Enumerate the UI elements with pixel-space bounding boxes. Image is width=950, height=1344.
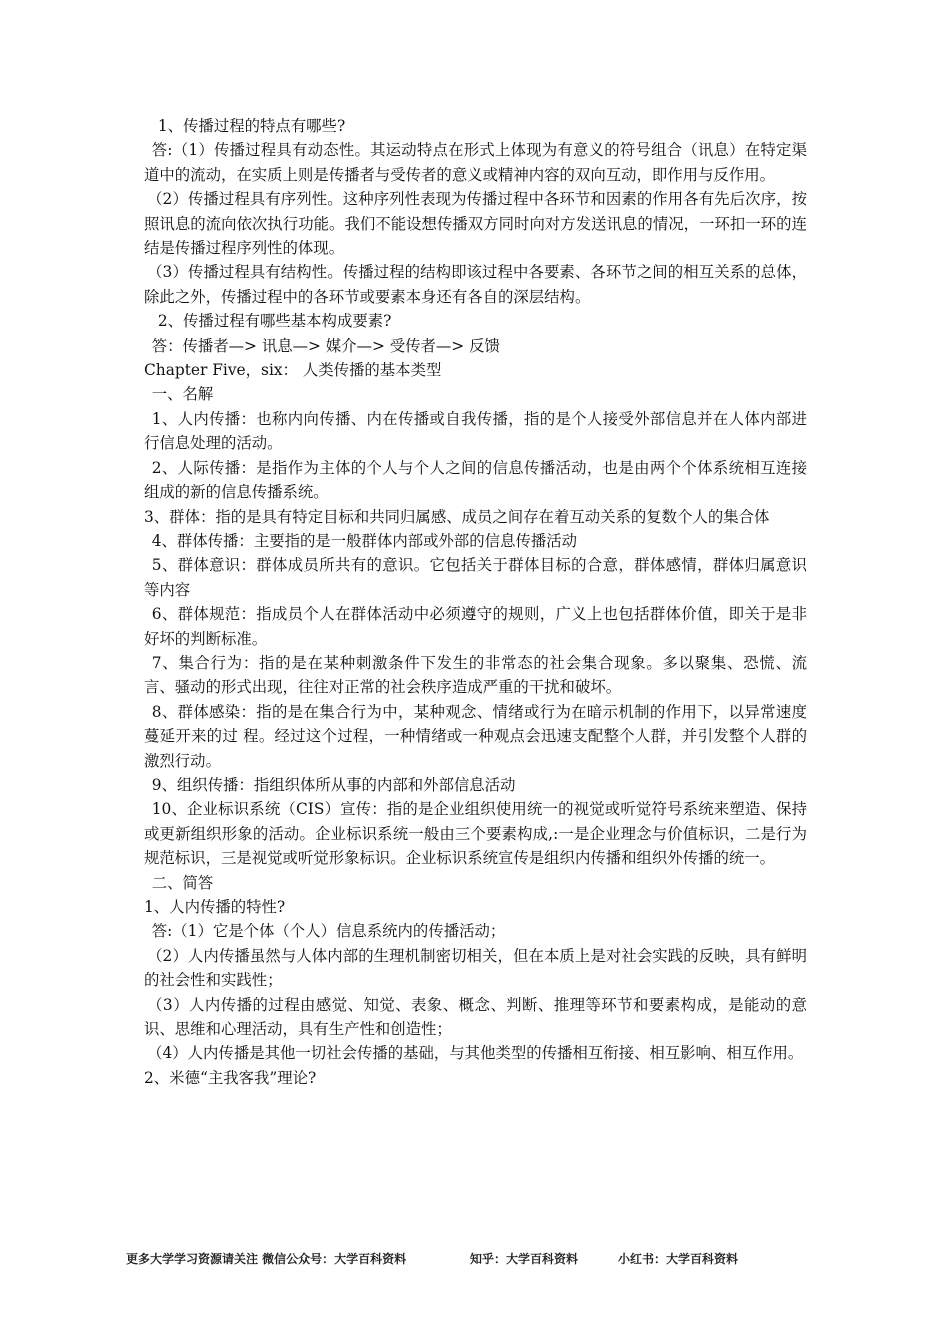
paragraph: 6、群体规范：指成员个人在群体活动中必须遵守的规则，广义上也包括群体价值，即关于是非好坏的判断标准。: [144, 605, 807, 648]
paragraph: （4）人内传播是其他一切社会传播的基础，与其他类型的传播相互衔接、相互影响、相互作用。: [147, 1044, 804, 1063]
paragraph: 3、群体：指的是具有特定目标和共同归属感、成员之间存在着互动关系的复数个人的集合体: [144, 507, 770, 526]
paragraph: 2、米德“主我客我”理论?: [144, 1068, 317, 1087]
paragraph: 二、简答: [151, 873, 214, 892]
footer-zhihu: 知乎：大学百科资料: [470, 1252, 579, 1266]
paragraph: 5、群体意识：群体成员所共有的意识。它包括关于群体目标的合意，群体感情，群体归属意识等内容: [144, 556, 807, 599]
paragraph: 答：传播者—> 讯息—> 媒介—> 受传者—> 反馈: [151, 336, 500, 355]
paragraph: 1、人内传播：也称内向传播、内在传播或自我传播，指的是个人接受外部信息并在人体内部进行信息处理的活动。: [144, 409, 807, 453]
paragraph: 10、企业标识系统（CIS）宣传：指的是企业组织使用统一的视觉或听觉符号系统来塑造、保持或更新组织形象的活动。企业标识系统一般由三个要素构成,:一是企业理念与价值标识，二是行为规范标识，三是视觉或听觉形象标识。企业标识系统宣传是组织内传播和组织外传播的统一。: [144, 800, 807, 868]
paragraph: 4、群体传播：主要指的是一般群体内部或外部的信息传播活动: [151, 531, 578, 550]
paragraph: Chapter Five，six： 人类传播的基本类型: [144, 361, 442, 380]
paragraph: 答:（1）它是个体（个人）信息系统内的传播活动；: [151, 922, 506, 941]
paragraph: 7、集合行为：指的是在某种刺激条件下发生的非常态的社会集合现象。多以聚集、恐慌、流言、骚动的形式出现，往往对正常的社会秩序造成严重的干扰和破坏。: [144, 653, 807, 697]
paragraph: （3）传播过程具有结构性。传播过程的结构即该过程中各要素、各环节之间的相互关系的总体，除此之外，传播过程中的各环节或要素本身还有各自的深层结构。: [144, 263, 807, 306]
paragraph: 9、组织传播：指组织体所从事的内部和外部信息活动: [151, 775, 516, 794]
paragraph: 2、人际传播：是指作为主体的个人与个人之间的信息传播活动，也是由两个个体系统相互连接组成的新的信息传播系统。: [144, 458, 807, 502]
paragraph: 答:（1）传播过程具有动态性。其运动特点在形式上体现为有意义的符号组合（讯息）在特定渠道中的流动，在实质上则是传播者与受传者的意义或精神内容的双向互动，即作用与反作用。: [144, 141, 807, 184]
paragraph: （3）人内传播的过程由感觉、知觉、表象、概念、判断、推理等环节和要素构成，是能动的意识、思维和心理活动，具有生产性和创造性；: [144, 995, 807, 1039]
paragraph: 8、群体感染：指的是在集合行为中，某种观念、情绪或行为在暗示机制的作用下，以异常速度蔓延开来的过 程。经过这个过程，一种情绪或一种观点会迅速支配整个人群，并引发整个人群的激烈行动。: [144, 702, 807, 770]
paragraph: （2）人内传播虽然与人体内部的生理机制密切相关，但在本质上是对社会实践的反映，具有鲜明的社会性和实践性；: [144, 946, 807, 990]
paragraph: 1、人内传播的特性?: [144, 898, 286, 916]
paragraph: （2）传播过程具有序列性。这种序列性表现为传播过程中各环节和因素的作用各有先后次序，按照讯息的流向依次执行功能。我们不能设想传播双方同时向对方发送讯息的情况，一环扣一环的连结是传播过程序列性的体现。: [144, 190, 807, 258]
footer-wechat: 更多大学学习资源请关注 微信公众号：大学百科资料: [126, 1252, 407, 1266]
footer-xiaohongshu: 小红书：大学百科资料: [618, 1252, 739, 1266]
paragraph: 2、传播过程有哪些基本构成要素?: [157, 312, 392, 331]
paragraph: 1、传播过程的特点有哪些?: [157, 117, 346, 135]
page-footer: [126, 1250, 826, 1267]
paragraph: 一、名解: [151, 385, 214, 404]
document-body: [144, 114, 807, 1090]
